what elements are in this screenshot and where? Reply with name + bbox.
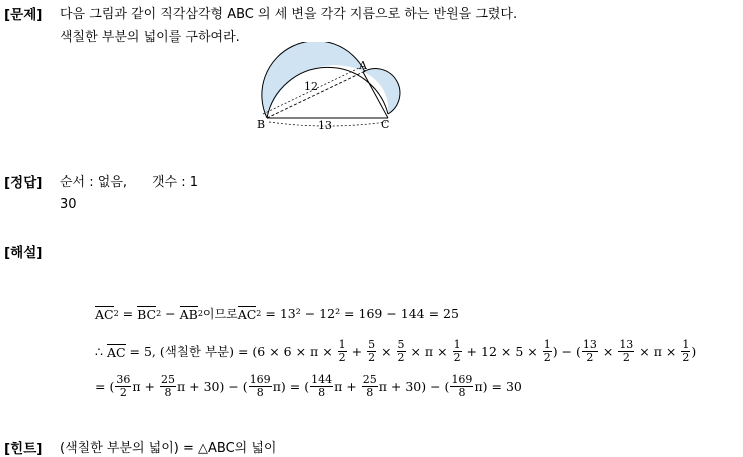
lune-ac bbox=[363, 69, 400, 114]
problem-label: [문제] bbox=[4, 7, 43, 23]
label-b: B bbox=[257, 118, 266, 131]
explanation-line-2: ∴ AC = 5, (색칠한 부분) = (6 × 6 × π × $\frac{1}{2}$ + $\frac{5}{2}$ × $\frac{5}{2}$ × π × $\frac{1}{2}$ + 12 × 5 × $\frac{1}{2}$ ) − ( $\frac{13}{2}$ × $\frac{13}{2}$ × π × $\frac{1}{2}$ ) bbox=[95, 337, 697, 364]
hint-label: [힌트] bbox=[4, 441, 43, 457]
explanation-line-3: = ( $\frac{36}{2}$ π + $\frac{25}{8}$ π + 30) − ( $\frac{169}{8}$ π) = ( $\frac{144}{8}$ π + $\frac{25}{8}$ π + 30) − ( $\frac{169}{8}$ π) = 30 bbox=[95, 372, 522, 399]
label-a: A bbox=[359, 59, 367, 72]
answer-count: 갯수 : 1 bbox=[152, 175, 199, 190]
hint-text: (색칠한 부분의 넓이) = △ABC의 넓이 bbox=[60, 441, 277, 456]
label-bc: 13 bbox=[318, 119, 332, 132]
answer-label: [정답] bbox=[4, 175, 43, 191]
answer-order: 순서 : 없음, bbox=[60, 175, 128, 190]
label-ab: 12 bbox=[304, 80, 318, 93]
answer-value: 30 bbox=[60, 197, 77, 212]
explanation-label: [해설] bbox=[4, 245, 43, 261]
problem-line-1: 다음 그림과 같이 직각삼각형 ABC 의 세 변을 각각 지름으로 하는 반원을 그렸다. bbox=[60, 7, 518, 22]
explanation-line-1: AC 2 = BC 2 − AB 2 이므로 AC 2 = 13² − 12² = 169 − 144 = 25 bbox=[95, 305, 459, 322]
problem-line-2: 색칠한 부분의 넓이를 구하여라. bbox=[60, 30, 240, 45]
label-c: C bbox=[381, 118, 390, 131]
triangle-semicircle-figure bbox=[255, 42, 405, 132]
